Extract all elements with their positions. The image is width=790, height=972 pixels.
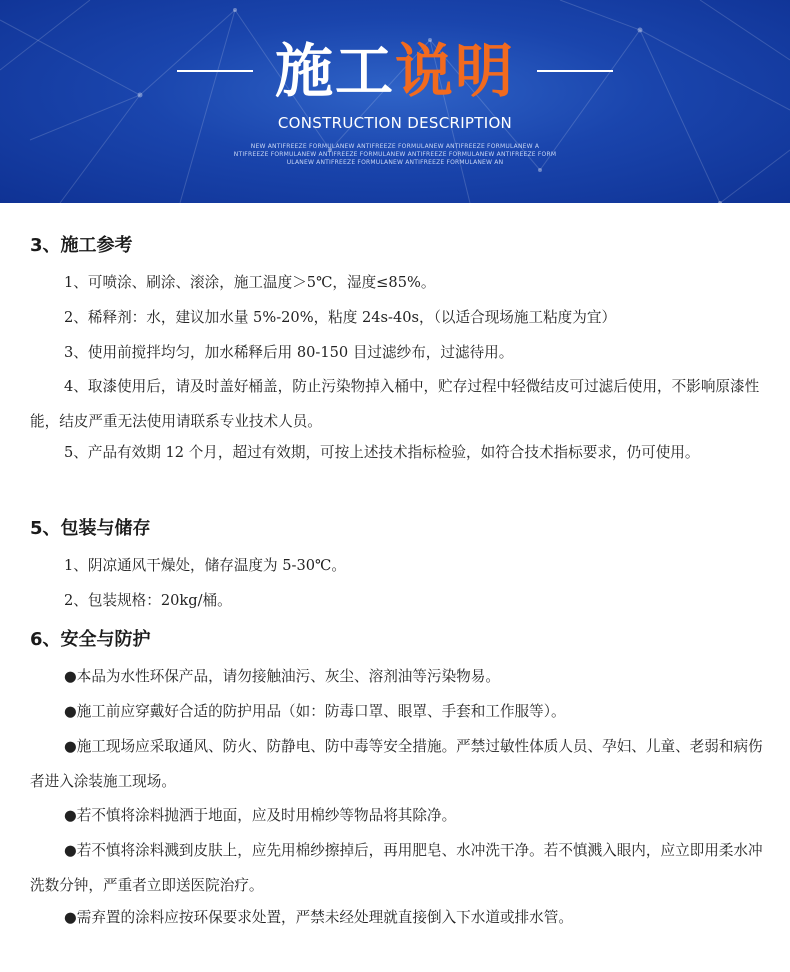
paragraph: ●施工前应穿戴好合适的防护用品（如：防毒口罩、眼罩、手套和工作服等）。 (64, 703, 566, 720)
paragraph: 1、阴凉通风干燥处，储存温度为 5-30℃。 (64, 557, 346, 574)
title-part-orange: 说明 (395, 37, 516, 105)
banner-small-line: NEW ANTIFREEZE FORMULANEW ANTIFREEZE FORMULANEW ANTIFREEZE FORMULANEW A (250, 143, 540, 150)
banner-small-line: ULANEW ANTIFREEZE FORMULANEW ANTIFREEZE FORMULANEW AN (286, 159, 504, 166)
paragraph: 4、取漆使用后，请及时盖好桶盖，防止污染物掉入桶中，贮存过程中轻微结皮可过滤后使用，不影响原漆性能，结皮严重无法使用请联系专业技术人员。 (30, 378, 760, 430)
section-title: 3、施工参考 (30, 235, 133, 256)
paragraph: 2、包装规格：20kg/桶。 (64, 592, 232, 609)
title-left-line (177, 70, 253, 72)
page-title (275, 36, 515, 106)
header-banner (0, 0, 790, 203)
title-part-white: 施工 (274, 37, 395, 105)
paragraph: 2、稀释剂：水，建议加水量 5%-20%，粘度 24s-40s，（以适合现场施工粘度为宜） (64, 309, 617, 326)
paragraph: 1、可喷涂、刷涂、滚涂，施工温度＞5℃，湿度≤85%。 (64, 274, 436, 291)
paragraph: ●需弃置的涂料应按环保要求处置，严禁未经处理就直接倒入下水道或排水管。 (64, 909, 573, 926)
paragraph: ●本品为水性环保产品，请勿接触油污、灰尘、溶剂油等污染物易。 (64, 668, 500, 685)
section-title: 5、包装与储存 (30, 518, 151, 539)
paragraph: ●施工现场应采取通风、防火、防静电、防中毒等安全措施。严禁过敏性体质人员、孕妇、儿童、老弱和病伤者进入涂装施工现场。 (30, 738, 763, 790)
title-right-line (537, 70, 613, 72)
paragraph: 3、使用前搅拌均匀，加水稀释后用 80-150 目过滤纱布，过滤待用。 (64, 344, 514, 361)
section-title: 6、安全与防护 (30, 629, 151, 650)
paragraph: ●若不慎将涂料溅到皮肤上，应先用棉纱擦掉后，再用肥皂、水冲洗干净。若不慎溅入眼内，应立即用柔水冲洗数分钟，严重者立即送医院治疗。 (30, 842, 763, 894)
banner-small-line: NTIFREEZE FORMULANEW ANTIFREEZE FORMULANEW ANTIFREEZE FORMULANEW ANTIFREEZE FORM (233, 151, 557, 158)
paragraph: 5、产品有效期 12 个月，超过有效期，可按上述技术指标检验，如符合技术指标要求，仍可使用。 (64, 444, 700, 461)
banner-subtitle: CONSTRUCTION DESCRIPTION (277, 114, 513, 132)
paragraph: ●若不慎将涂料抛洒于地面，应及时用棉纱等物品将其除净。 (64, 807, 457, 824)
banner-small-text (0, 143, 790, 167)
banner-title-row (0, 36, 790, 106)
